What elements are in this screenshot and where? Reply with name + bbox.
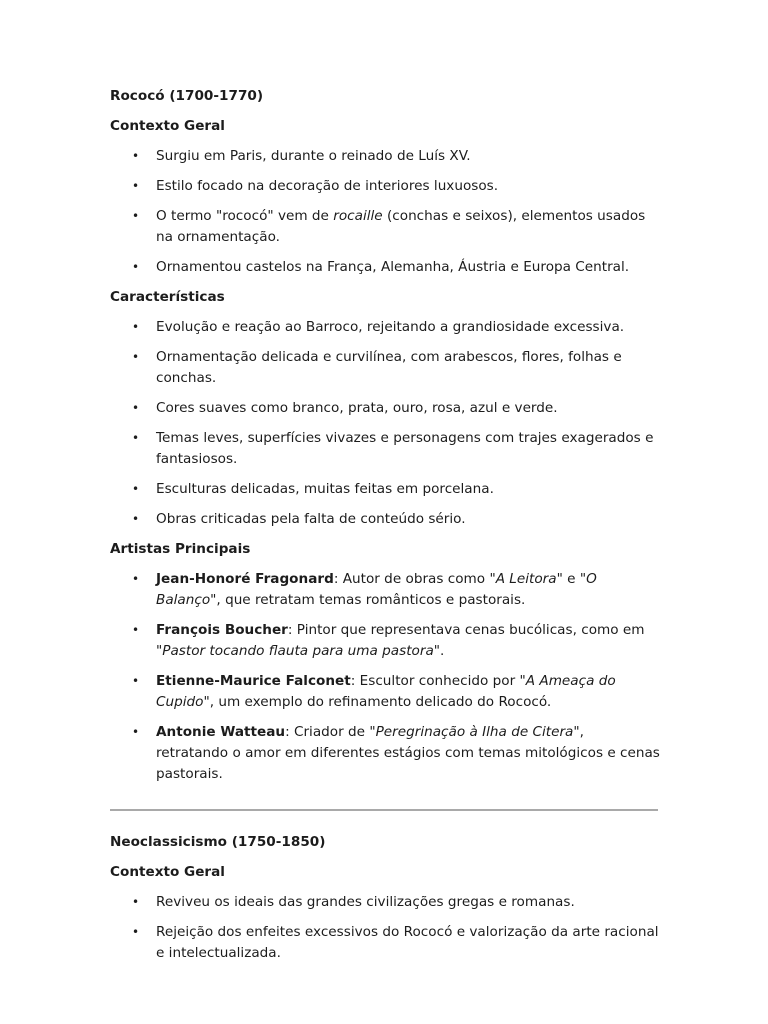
artwork-title: "O Balanço" xyxy=(156,571,597,608)
bullet-icon: • xyxy=(132,512,140,526)
artwork-title: "Pastor tocando flauta para uma pastora" xyxy=(156,643,441,659)
list-item-text: Temas leves, superfícies vivazes e personagens com trajes exagerados e fantasiosos. xyxy=(156,430,654,467)
bullet-icon: • xyxy=(132,725,140,739)
bullet-icon: • xyxy=(132,431,140,445)
list-item xyxy=(110,206,660,248)
list-item-artist xyxy=(110,722,660,785)
artwork-title: "Peregrinação à Ilha de Citera" xyxy=(369,724,580,740)
list-item-text: Rejeição dos enfeites excessivos do Rococó e valorização da arte racional e intelectualizada. xyxy=(156,924,659,961)
list-item-text: Ornamentou castelos na França, Alemanha, Áustria e Europa Central. xyxy=(156,259,630,275)
list-item-text: Cores suaves como branco, prata, ouro, rosa, azul e verde. xyxy=(156,400,558,416)
list-item-text: Obras criticadas pela falta de conteúdo sério. xyxy=(156,511,466,527)
artwork-title: "A Ameaça do Cupido" xyxy=(156,673,616,710)
section-title-neoclassicismo: Neoclassicismo (1750-1850) xyxy=(110,834,326,850)
list-item-text: O termo "rococó" vem de xyxy=(156,208,334,224)
list-item-text: , que retratam temas românticos e pastorais. xyxy=(216,592,526,608)
list-item xyxy=(110,892,660,913)
bullet-icon: • xyxy=(132,320,140,334)
list-item xyxy=(110,922,660,964)
bullet-icon: • xyxy=(132,401,140,415)
list-item-artist xyxy=(110,671,660,713)
subheading-artistas-principais: Artistas Principais xyxy=(110,541,251,557)
list-item xyxy=(110,428,660,470)
bullet-icon: • xyxy=(132,209,140,223)
bullet-icon: • xyxy=(132,572,140,586)
bullet-icon: • xyxy=(132,260,140,274)
list-item-text: . xyxy=(440,643,445,659)
list-artistas xyxy=(110,569,660,785)
list-item xyxy=(110,317,660,338)
list-item-text: : Escultor conhecido por xyxy=(350,673,520,689)
list-item xyxy=(110,347,660,389)
list-contexto-neoclassicismo xyxy=(110,892,660,964)
artwork-title: "A Leitora" xyxy=(489,571,563,587)
list-item-text: , retratando o amor em diferentes estágios com temas mitológicos e cenas pastorais. xyxy=(156,724,660,782)
list-item-text: Estilo focado na decoração de interiores luxuosos. xyxy=(156,178,499,194)
term-rocaille: rocaille xyxy=(333,208,383,224)
list-item-text: : Pintor que representava cenas bucólicas, como em xyxy=(287,622,645,638)
bullet-icon: • xyxy=(132,482,140,496)
list-item xyxy=(110,146,660,167)
list-item xyxy=(110,176,660,197)
list-item-text: Ornamentação delicada e curvilínea, com arabescos, flores, folhas e conchas. xyxy=(156,349,622,386)
subheading-caracteristicas: Características xyxy=(110,289,225,305)
list-item-text: Esculturas delicadas, muitas feitas em porcelana. xyxy=(156,481,494,497)
list-item-text: , um exemplo do refinamento delicado do Rococó. xyxy=(209,694,552,710)
bullet-icon: • xyxy=(132,674,140,688)
artist-name: Jean-Honoré Fragonard xyxy=(156,571,334,587)
list-item-artist xyxy=(110,620,660,662)
list-item xyxy=(110,479,660,500)
list-item xyxy=(110,257,660,278)
list-item-text: Reviveu os ideais das grandes civilizações gregas e romanas. xyxy=(156,894,575,910)
list-item xyxy=(110,509,660,530)
list-item-text: Evolução e reação ao Barroco, rejeitando a grandiosidade excessiva. xyxy=(156,319,625,335)
bullet-icon: • xyxy=(132,350,140,364)
horizontal-divider xyxy=(110,809,658,811)
artist-name: François Boucher xyxy=(156,622,288,638)
list-item-text: (conchas e seixos), elementos usados na ornamentação. xyxy=(156,208,646,245)
artist-name: Antonie Watteau xyxy=(156,724,286,740)
artist-name: Etienne-Maurice Falconet xyxy=(156,673,351,689)
list-item-text: : Autor de obras como xyxy=(333,571,490,587)
list-item-text: e xyxy=(562,571,580,587)
bullet-icon: • xyxy=(132,149,140,163)
subheading-contexto-geral: Contexto Geral xyxy=(110,118,225,134)
list-item-text: : Criador de xyxy=(285,724,370,740)
list-contexto-rococo xyxy=(110,146,660,278)
list-item xyxy=(110,398,660,419)
list-item-artist xyxy=(110,569,660,611)
bullet-icon: • xyxy=(132,895,140,909)
bullet-icon: • xyxy=(132,623,140,637)
subheading-contexto-geral: Contexto Geral xyxy=(110,864,225,880)
list-item-text: Surgiu em Paris, durante o reinado de Luís XV. xyxy=(156,148,471,164)
list-caracteristicas xyxy=(110,317,660,530)
section-title-rococo: Rococó (1700-1770) xyxy=(110,88,264,104)
bullet-icon: • xyxy=(132,179,140,193)
bullet-icon: • xyxy=(132,925,140,939)
